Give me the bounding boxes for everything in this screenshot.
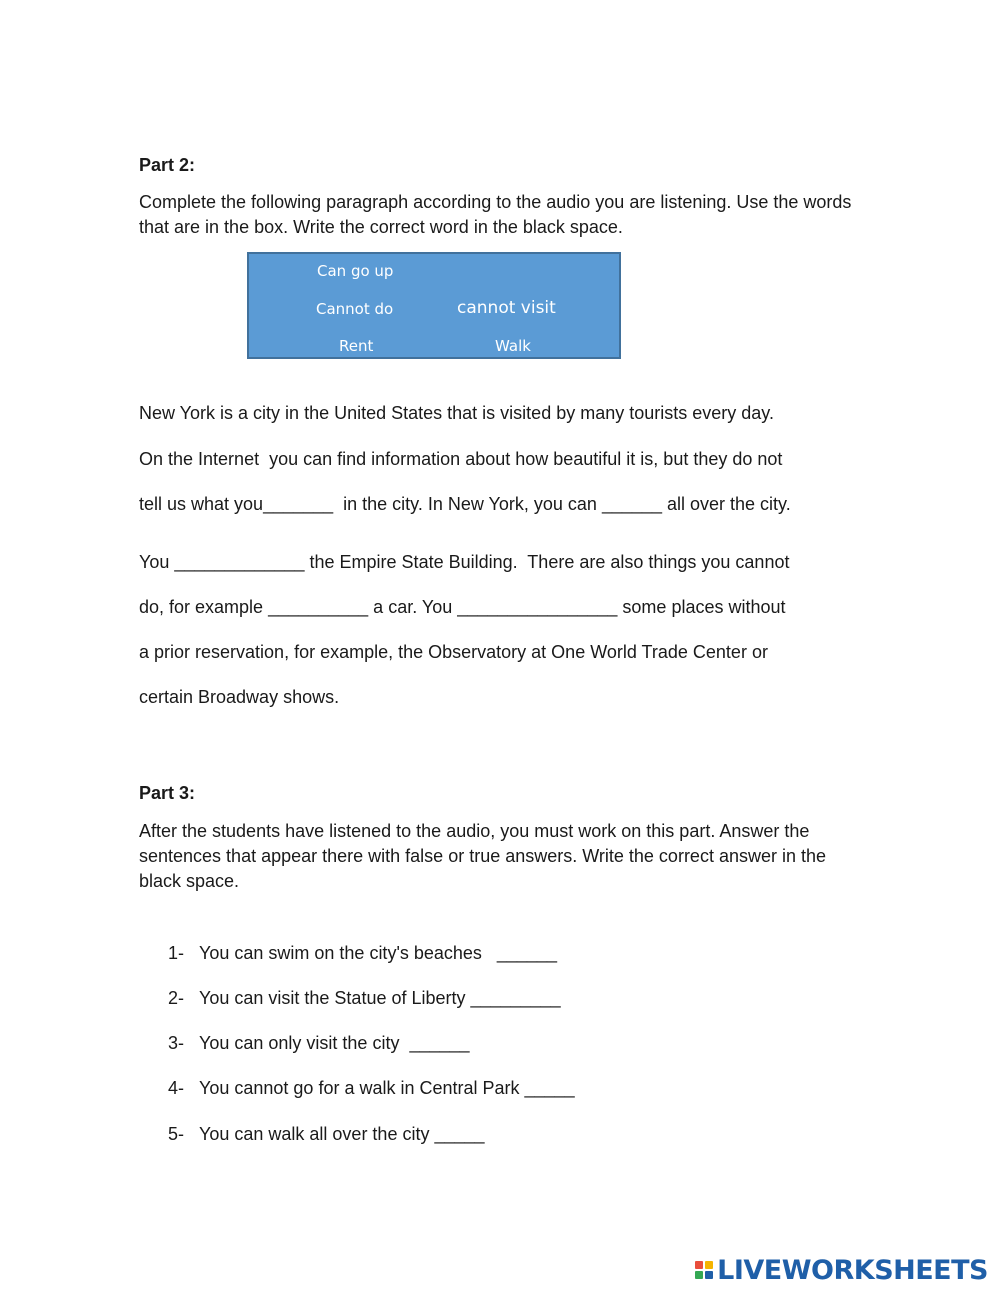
- question-number: 1-: [168, 943, 185, 963]
- paragraph-line: a prior reservation, for example, the Observatory at One World Trade Center or: [139, 642, 768, 662]
- word-box-item: Walk: [495, 337, 531, 355]
- question-number: 2-: [168, 988, 185, 1008]
- part2-heading: Part 2:: [139, 155, 196, 175]
- logo-text: LIVEWORKSHEETS: [717, 1254, 988, 1286]
- paragraph-line: On the Internet you can find information about how beautiful it is, but they do not: [139, 449, 783, 469]
- part3-instructions: After the students have listened to the audio, you must work on this part. Answer the sentences that appear there with false or true answers. Write the correct answer in the black space.: [139, 821, 827, 891]
- part3-heading: Part 3:: [139, 783, 196, 803]
- question-number: 3-: [168, 1033, 185, 1053]
- logo-blocks-icon: [695, 1261, 713, 1279]
- paragraph-line: New York is a city in the United States that is visited by many tourists every day.: [139, 403, 774, 423]
- word-box-item: Rent: [339, 337, 374, 355]
- liveworksheets-logo: [695, 1256, 988, 1284]
- part2-instructions: Complete the following paragraph according to the audio you are listening. Use the words that are in the box. Write the correct word in the black space.: [139, 192, 852, 237]
- question-text: You can swim on the city's beaches ______: [199, 943, 557, 963]
- question-text: You can only visit the city ______: [199, 1033, 470, 1053]
- paragraph-line: certain Broadway shows.: [139, 687, 340, 707]
- paragraph-line: You _____________ the Empire State Building. There are also things you cannot: [139, 552, 790, 572]
- paragraph-line: do, for example __________ a car. You ________________ some places without: [139, 597, 786, 617]
- question-text: You cannot go for a walk in Central Park _____: [199, 1078, 575, 1098]
- question-text: You can walk all over the city _____: [199, 1124, 485, 1144]
- word-box: [247, 252, 621, 359]
- word-box-item: Cannot do: [316, 300, 394, 318]
- word-box-item: cannot visit: [457, 298, 556, 318]
- word-box-item: Can go up: [317, 262, 394, 280]
- paragraph-line: tell us what you_______ in the city. In New York, you can ______ all over the city.: [139, 494, 791, 514]
- question-number: 5-: [168, 1124, 185, 1144]
- question-number: 4-: [168, 1078, 185, 1098]
- question-text: You can visit the Statue of Liberty _________: [199, 988, 561, 1008]
